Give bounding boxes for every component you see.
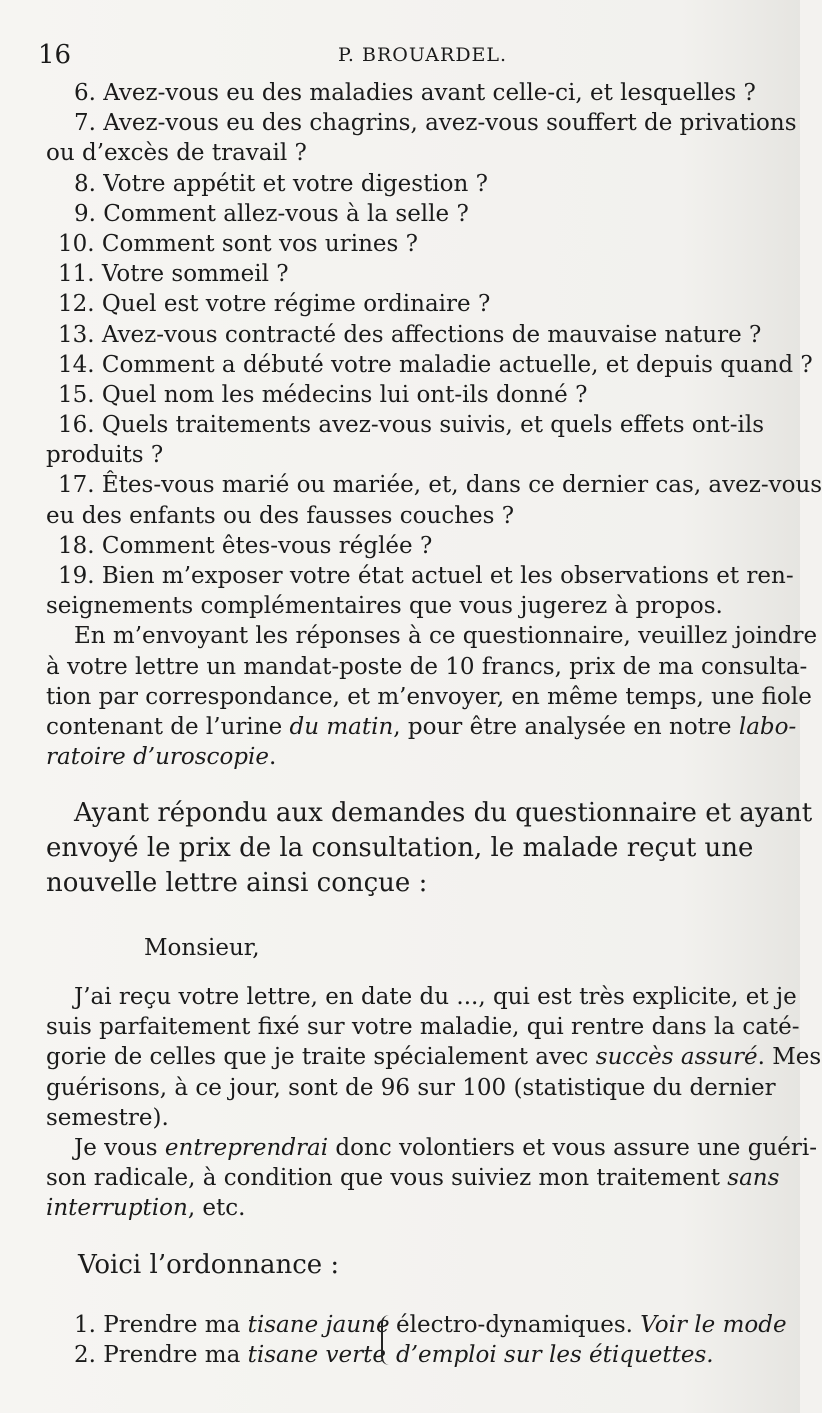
letter-paragraph-2 bbox=[46, 1133, 817, 1224]
brace-icon bbox=[381, 1315, 393, 1365]
question-17: 17. Êtes-vous marié ou mariée, et, dans ce dernier cas, avez-vous bbox=[58, 472, 822, 499]
prescription-item-1 bbox=[74, 1310, 787, 1340]
question-15: 15. Quel nom les médecins lui ont-ils donné ? bbox=[58, 381, 588, 408]
prescription-right-line-1 bbox=[396, 1310, 787, 1340]
question-9: 9. Comment allez-vous à la selle ? bbox=[74, 200, 469, 227]
letter-p2-line-3 bbox=[46, 1193, 758, 1223]
prescription-right-italic: Voir le mode bbox=[640, 1312, 787, 1338]
letter-p1-line-4: guérisons, à ce jour, sont de 96 sur 100 (statistique du dernier bbox=[46, 1074, 776, 1101]
prescription-item-2-left bbox=[74, 1340, 386, 1370]
prescription-item-2-text: Prendre ma bbox=[103, 1342, 248, 1368]
prescription-item-2-italic: tisane verte bbox=[247, 1342, 386, 1368]
instructions-line-5 bbox=[46, 742, 758, 772]
letter-text: gorie de celles que je traite spécialement avec bbox=[46, 1044, 596, 1071]
instructions-italic-uroscopie: ratoire d’uroscopie bbox=[46, 744, 269, 771]
prescription-item-1-italic: tisane jaune bbox=[247, 1312, 390, 1338]
questionnaire-list bbox=[46, 78, 822, 772]
letter-p1-line-1: J’ai reçu votre lettre, en date du ..., qui est très explicite, et je bbox=[74, 984, 797, 1010]
question-10: 10. Comment sont vos urines ? bbox=[58, 230, 418, 257]
letter-text-4: donc volontiers et vous assure une guéri- bbox=[328, 1134, 817, 1161]
letter-italic-interruption: interruption bbox=[46, 1195, 188, 1222]
prescription-right-line-2 bbox=[396, 1340, 714, 1370]
prescription-right-italic-2: d’emploi sur les étiquettes. bbox=[396, 1342, 714, 1368]
narrative-line-1: Ayant répondu aux demandes du questionnaire et ayant bbox=[74, 798, 813, 828]
page-number: 16 bbox=[38, 40, 72, 70]
question-6: 6. Avez-vous eu des maladies avant celle-ci, et lesquelles ? bbox=[74, 80, 756, 106]
instructions-period: . bbox=[268, 744, 277, 771]
letter-italic-succes: succès assuré bbox=[595, 1044, 758, 1071]
instructions-line-4 bbox=[46, 712, 797, 742]
prescription-title: Voici l’ordonnance : bbox=[78, 1250, 340, 1280]
prescription-item-2-num: 2. bbox=[74, 1342, 96, 1368]
question-19: 19. Bien m’exposer votre état actuel et les observations et ren- bbox=[58, 563, 794, 589]
narrative-paragraph bbox=[46, 796, 813, 901]
question-12: 12. Quel est votre régime ordinaire ? bbox=[58, 291, 491, 318]
prescription-item-1-num: 1. bbox=[74, 1312, 96, 1338]
question-11: 11. Votre sommeil ? bbox=[58, 261, 289, 288]
narrative-line-3: nouvelle lettre ainsi conçue : bbox=[46, 868, 428, 898]
letter-paragraph-1 bbox=[46, 982, 822, 1133]
question-8: 8. Votre appétit et votre digestion ? bbox=[74, 170, 488, 197]
letter-p2-line-2 bbox=[46, 1163, 780, 1193]
instructions-italic-matin: du matin bbox=[289, 713, 394, 740]
letter-p2-line-1 bbox=[46, 1133, 817, 1163]
question-7-cont: ou d’excès de travail ? bbox=[46, 140, 307, 167]
question-14: 14. Comment a débuté votre maladie actuelle, et depuis quand ? bbox=[58, 351, 813, 378]
letter bbox=[46, 928, 822, 1224]
letter-italic-sans: sans bbox=[727, 1165, 780, 1192]
question-16-cont: produits ? bbox=[46, 442, 164, 469]
prescription-item-2 bbox=[74, 1340, 764, 1370]
prescription-item-1-left bbox=[74, 1310, 390, 1340]
letter-italic-entreprendrai: entreprendrai bbox=[164, 1134, 329, 1161]
letter-text-5: son radicale, à condition que vous suiviez mon traitement bbox=[46, 1165, 728, 1192]
instructions-text-2: , pour être analysée en notre bbox=[393, 713, 739, 740]
letter-p1-line-5: semestre). bbox=[46, 1104, 169, 1131]
prescription-right-text: électro-dynamiques. bbox=[396, 1312, 641, 1338]
question-19-cont: seignements complémentaires que vous jugerez à propos. bbox=[46, 593, 723, 620]
instructions-line-3: tion par correspondance, et m’envoyer, en même temps, une fiole bbox=[46, 683, 812, 710]
prescription-list bbox=[74, 1310, 787, 1370]
instructions-line-1: En m’envoyant les réponses à ce questionnaire, veuillez joindre bbox=[74, 623, 818, 650]
page-header bbox=[38, 40, 760, 74]
instructions-text: contenant de l’urine bbox=[46, 713, 290, 740]
instructions-line-2: à votre lettre un mandat-poste de 10 francs, prix de ma consulta- bbox=[46, 653, 808, 680]
question-7: 7. Avez-vous eu des chagrins, avez-vous souffert de privations bbox=[74, 110, 797, 137]
letter-p1-line-3 bbox=[46, 1042, 822, 1072]
question-17-cont: eu des enfants ou des fausses couches ? bbox=[46, 502, 515, 529]
letter-text-3: Je vous bbox=[74, 1134, 165, 1161]
letter-text-6: , etc. bbox=[187, 1195, 246, 1222]
letter-salutation: Monsieur, bbox=[144, 935, 260, 961]
instructions-italic-labo: labo- bbox=[738, 713, 797, 740]
narrative-line-2: envoyé le prix de la consultation, le malade reçut une bbox=[46, 833, 754, 863]
question-16: 16. Quels traitements avez-vous suivis, et quels effets ont-ils bbox=[58, 412, 765, 439]
question-13: 13. Avez-vous contracté des affections de mauvaise nature ? bbox=[58, 321, 762, 348]
running-head: P. BROUARDEL. bbox=[338, 44, 508, 66]
question-18: 18. Comment êtes-vous réglée ? bbox=[58, 532, 433, 559]
prescription-item-1-text: Prendre ma bbox=[103, 1312, 248, 1338]
letter-p1-line-2: suis parfaitement fixé sur votre maladie, qui rentre dans la caté- bbox=[46, 1014, 800, 1041]
letter-text-2: . Mes bbox=[757, 1044, 822, 1071]
